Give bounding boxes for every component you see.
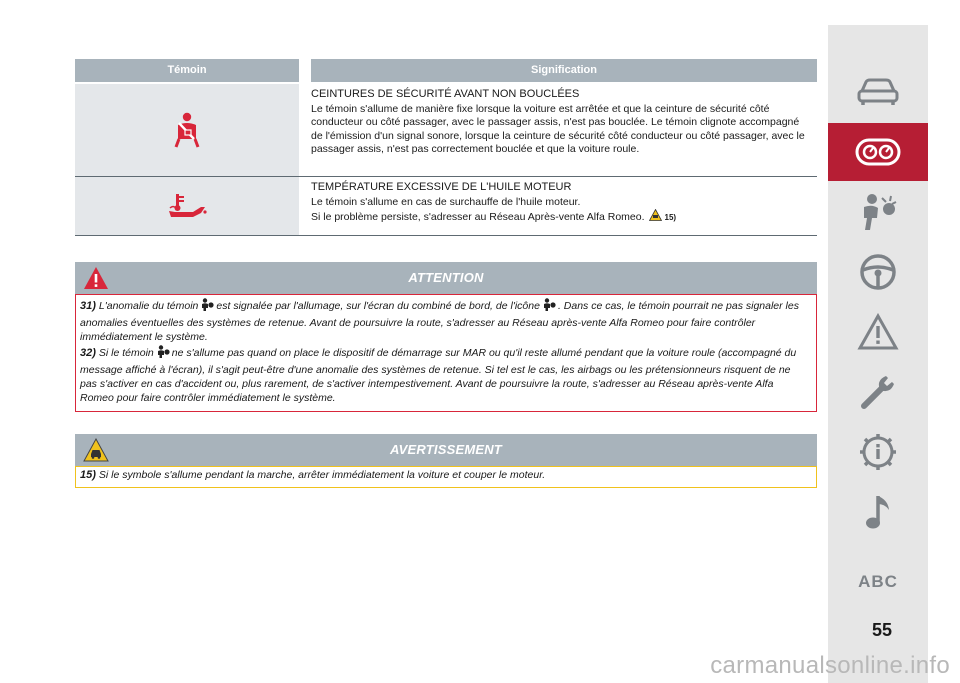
row-description-2: Si le problème persiste, s'adresser au Réseau Après-vente Alfa Romeo. 15)	[311, 209, 811, 226]
warning-triangle-icon	[649, 209, 662, 226]
wrench-icon	[858, 372, 898, 412]
sidebar-item-emergency[interactable]	[828, 303, 928, 361]
airbag-icon	[156, 345, 170, 364]
sidebar-item-maintenance[interactable]	[828, 363, 928, 421]
abc-index-icon: ABC	[858, 572, 898, 591]
reference-mark: 15)	[664, 213, 677, 223]
row-title: CEINTURES DE SÉCURITÉ AVANT NON BOUCLÉES	[311, 88, 580, 100]
sidebar-item-dashboard[interactable]	[828, 123, 928, 181]
avertissement-item-15: 15) Si le symbole s'allume pendant la marche, arrêter immédiatement la voiture et couper le moteur.	[80, 469, 546, 481]
steering-wheel-icon	[858, 252, 898, 292]
attention-title: ATTENTION	[408, 270, 484, 285]
row-description: Le témoin s'allume de manière fixe lorsque la voiture est arrêtée et que la ceinture de sécurité côté conducteur ou côté passager, avec le passager assis, n'est pas bouclée. Le témoin clignote accompagné de l'émission d'un signal sonore, lorsque la ceinture de sécurité côté conducteur ou côté passager, avec le passager assis, n'est pas correctement bouclée et que la voiture roule.	[311, 102, 805, 155]
sidebar-item-driving[interactable]	[828, 243, 928, 301]
row-title: TEMPÉRATURE EXCESSIVE DE L'HUILE MOTEUR	[311, 181, 572, 193]
avertissement-header	[75, 434, 817, 466]
avertissement-title: AVERTISSEMENT	[390, 442, 502, 457]
oil-temperature-icon	[75, 177, 299, 235]
warning-lights-table	[75, 59, 817, 236]
table-row	[75, 84, 817, 177]
chapter-sidebar	[828, 25, 928, 683]
attention-item-31: 31) L'anomalie du témoin est signalée par l'allumage, sur l'écran du combiné de bord, de l'icône . Dans ce cas, le témoin pourrait ne pas signaler les anomalies éventuelles des systèmes de retenue. Avant de poursuivre la route, s'adresser au Réseau après-vente Alfa Romeo pour faire contrôler immédiatement le système.	[80, 300, 799, 343]
avertissement-box	[75, 434, 817, 488]
dashboard-icon	[855, 138, 901, 166]
column-header-signification: Signification	[311, 59, 817, 82]
airbag-icon	[858, 192, 898, 232]
sidebar-item-car[interactable]	[828, 63, 928, 121]
page-number: 55	[871, 620, 892, 640]
sidebar-item-multimedia[interactable]	[828, 483, 928, 541]
row-description: Le témoin s'allume en cas de surchauffe de l'huile moteur.	[311, 195, 581, 208]
sidebar-item-index[interactable]	[828, 553, 928, 611]
attention-content	[75, 294, 817, 412]
music-note-icon	[863, 492, 893, 532]
airbag-icon	[200, 298, 214, 317]
technical-data-icon	[858, 432, 898, 472]
attention-header	[75, 262, 817, 294]
column-header-temoin: Témoin	[75, 59, 299, 82]
airbag-icon	[542, 298, 556, 317]
sidebar-item-technical-data[interactable]	[828, 423, 928, 481]
table-header	[75, 59, 817, 82]
table-row	[75, 177, 817, 236]
attention-box	[75, 262, 817, 412]
attention-item-32: 32) Si le témoin ne s'allume pas quand on place le dispositif de démarrage sur MAR ou qu'il reste allumé pendant que la voiture roule (accompagné du message affiché à l'écran), il s'agit peut-être d'une anomalie des systèmes de retenue. Si tel est le cas, les airbags ou les prétensionneurs risquent de ne pas s'activer en cas d'accident ou, plus rarement, de s'activer intempestivement. Avant de poursuivre la route, s'adresser au Réseau après-vente Alfa Romeo pour faire contrôler immédiatement le système.	[80, 347, 797, 404]
car-icon	[856, 77, 900, 107]
sidebar-item-safety[interactable]	[828, 183, 928, 241]
avertissement-content	[75, 466, 817, 488]
warning-triangle-icon	[857, 313, 899, 351]
watermark: carmanualsonline.info	[710, 652, 950, 679]
seatbelt-icon	[75, 84, 299, 176]
